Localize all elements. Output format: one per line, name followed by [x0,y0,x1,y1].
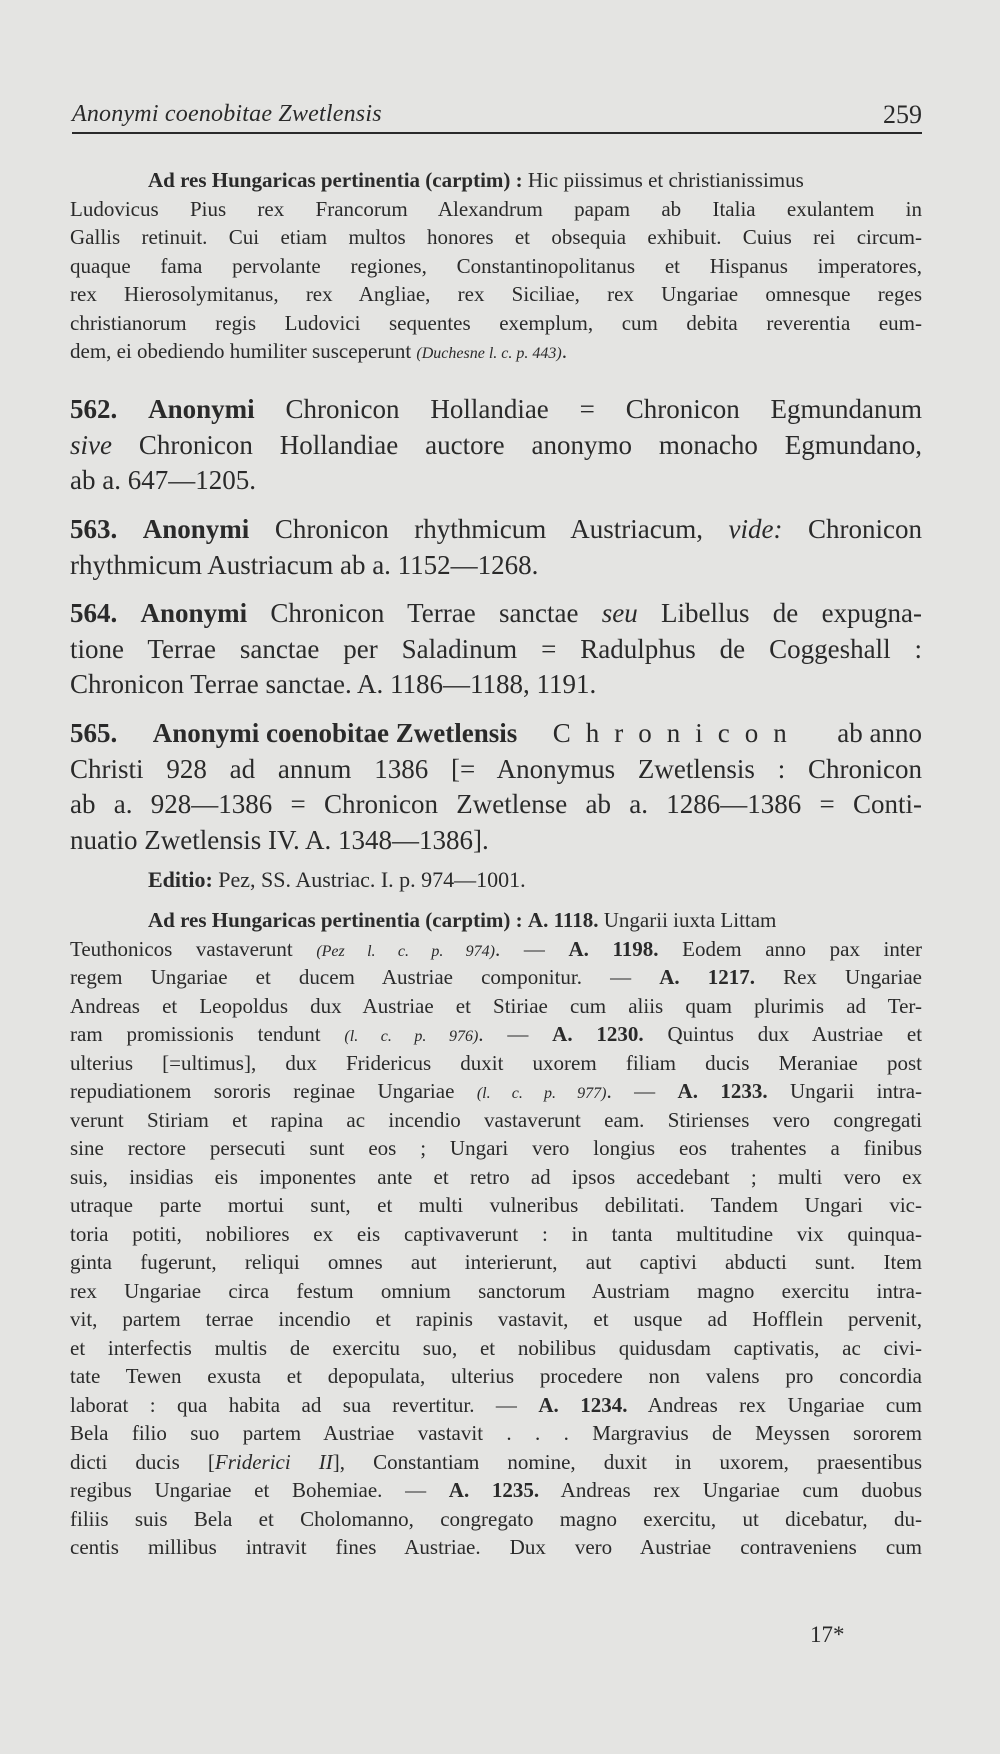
text-line: regem Ungariae et ducem Austriae componitur. — A. 1217. Rex Ungariae [70,965,923,989]
running-head: Anonymi coenobitae Zwetlensis [72,101,382,127]
citation: (l. c. p. 976) [344,1028,479,1045]
text-line: vit, partem terrae incendio et rapinis vastavit, et usque ad Hofflein pervenit, [70,1307,922,1331]
text-line: suis, insidias eis imponentes ante et retro ad ipsos accedebant ; multi vero ex [70,1164,922,1189]
text-line: Ad res Hungaricas pertinentia (carptim) : Hic piissimus et christianissimus [148,168,804,192]
paragraph-hungarian-excerpt-2 [70,906,922,1562]
text-line: rhythmicum Austriacum ab a. 1152—1268. [70,549,539,580]
text-line: Ludovicus Pius rex Francorum Alexandrum papam ab Italia exulantem in [70,196,922,221]
text-line: christianorum regis Ludovici sequentes exemplum, cum debita reverentia eum- [70,310,922,335]
text-line: 565. Anonymi coenobitae Zwetlensis Chronicon ab anno [70,716,922,752]
text-line: ulterius [=ultimus], dux Fridericus duxit uxorem filiam ducis Meraniae post [70,1050,922,1075]
editio-line [70,866,922,895]
text-line: regibus Ungariae et Bohemiae. — A. 1235. Andreas rex Ungariae cum duobus [70,1478,922,1502]
text-line: verunt Stiriam et rapina ac incendio vastaverunt eam. Stirienses vero congregati [70,1107,922,1132]
entry-563 [70,512,922,583]
text-line: 563. Anonymi Chronicon rhythmicum Austriacum, vide: Chronicon [70,514,923,544]
text-line: dem, ei obediendo humiliter susceperunt (Duchesne l. c. p. 443). [70,339,567,363]
citation: (Duchesne l. c. p. 443) [416,345,562,362]
text-line: quaque fama pervolante regiones, Constantinopolitanus et Hispanus imperatores, [70,253,922,278]
text-line: repudiationem sororis reginae Ungariae (l. c. p. 977). — A. 1233. Ungarii intra- [70,1079,923,1103]
paragraph-hungarian-excerpt-1 [70,166,922,366]
text-line: Editio: Pez, SS. Austriac. I. p. 974—1001. [148,867,526,892]
text-line: tione Terrae sanctae per Saladinum = Radulphus de Coggeshall : [70,633,922,664]
entry-565 [70,716,922,858]
text-line: et interfectis multis de exercitu suo, et nobilibus quidusdam captivatis, ac civi- [70,1335,922,1360]
text-line: 562. Anonymi Chronicon Hollandiae = Chronicon Egmundanum [70,394,923,424]
text-line: Teuthonicos vastaverunt (Pez l. c. p. 974). — A. 1198. Eodem anno pax inter [70,936,923,961]
text-line: Chronicon Terrae sanctae. A. 1186—1188, 1191. [70,669,597,700]
text-line: 564. Anonymi Chronicon Terrae sanctae seu Libellus de expugna- [70,598,923,628]
text-line: filiis suis Bela et Cholomanno, congregato magno exercitu, ut dicebatur, du- [70,1506,922,1531]
entry-562 [70,392,922,499]
text-line: rex Hierosolymitanus, rex Angliae, rex Siciliae, rex Ungariae omnesque reges [70,282,922,306]
text-line: ginta fugerunt, reliqui omnes aut interierunt, aut captivi abducti sunt. Item [70,1250,922,1274]
text-line: Bela filio suo partem Austriae vastavit . . . Margravius de Meyssen sororem [70,1421,922,1445]
text-line: sive Chronicon Hollandiae auctore anonymo monacho Egmundano, [70,429,922,460]
text-line: Andreas et Leopoldus dux Austriae et Stiriae cum aliis quam plurimis ad Ter- [70,993,922,1018]
text-line: ab a. 647—1205. [70,465,256,496]
page-number: 259 [883,100,922,129]
entry-number: 562. [70,394,118,424]
text-line: laborat : qua habita ad sua revertitur. — A. 1234. Andreas rex Ungariae cum [70,1392,922,1417]
page-header [72,96,922,134]
text-line: ab a. 928—1386 = Chronicon Zwetlense ab a. 1286—1386 = Conti- [70,789,922,820]
text-line: tate Tewen exusta et depopulata, ulterius procedere non valens pro concordia [70,1364,922,1388]
text-line: nuatio Zwetlensis IV. A. 1348—1386]. [70,824,489,855]
text-line: Gallis retinuit. Cui etiam multos honores et obsequia exhibuit. Cuius rei circum- [70,225,922,249]
citation: (l. c. p. 977) [476,1085,607,1102]
citation: (Pez l. c. p. 974) [316,942,495,960]
entry-number: 565. [70,718,118,748]
text-line: rex Ungariae circa festum omnium sanctorum Austriam magno exercitu intra- [70,1278,922,1303]
text-line: sine rectore persecuti sunt eos ; Ungari vero longius eos trahentes a finibus [70,1136,922,1160]
text-line: toria potiti, nobiliores ex eis captivaverunt : in tanta multitudine vix quinqua- [70,1221,922,1246]
text-line: dicti ducis [Friderici II], Constantiam nomine, duxit in uxorem, praesentibus [70,1449,922,1474]
printer-signature: 17* [810,1622,845,1647]
entry-number: 564. [70,598,118,628]
text-line: ram promissionis tendunt (l. c. p. 976). — A. 1230. Quintus dux Austriae et [70,1022,923,1046]
text-line: utraque parte mortui sunt, et multi vulneribus debilitati. Tandem Ungari vic- [70,1193,922,1217]
text-line: Ad res Hungaricas pertinentia (carptim) : A. 1118. Ungarii iuxta Littam [148,908,777,932]
entry-number: 563. [70,514,118,544]
entry-564 [70,596,922,703]
text-line: Christi 928 ad annum 1386 [= Anonymus Zwetlensis : Chronicon [70,753,922,784]
text-line: centis millibus intravit fines Austriae. Dux vero Austriae contraveniens cum [70,1535,922,1559]
